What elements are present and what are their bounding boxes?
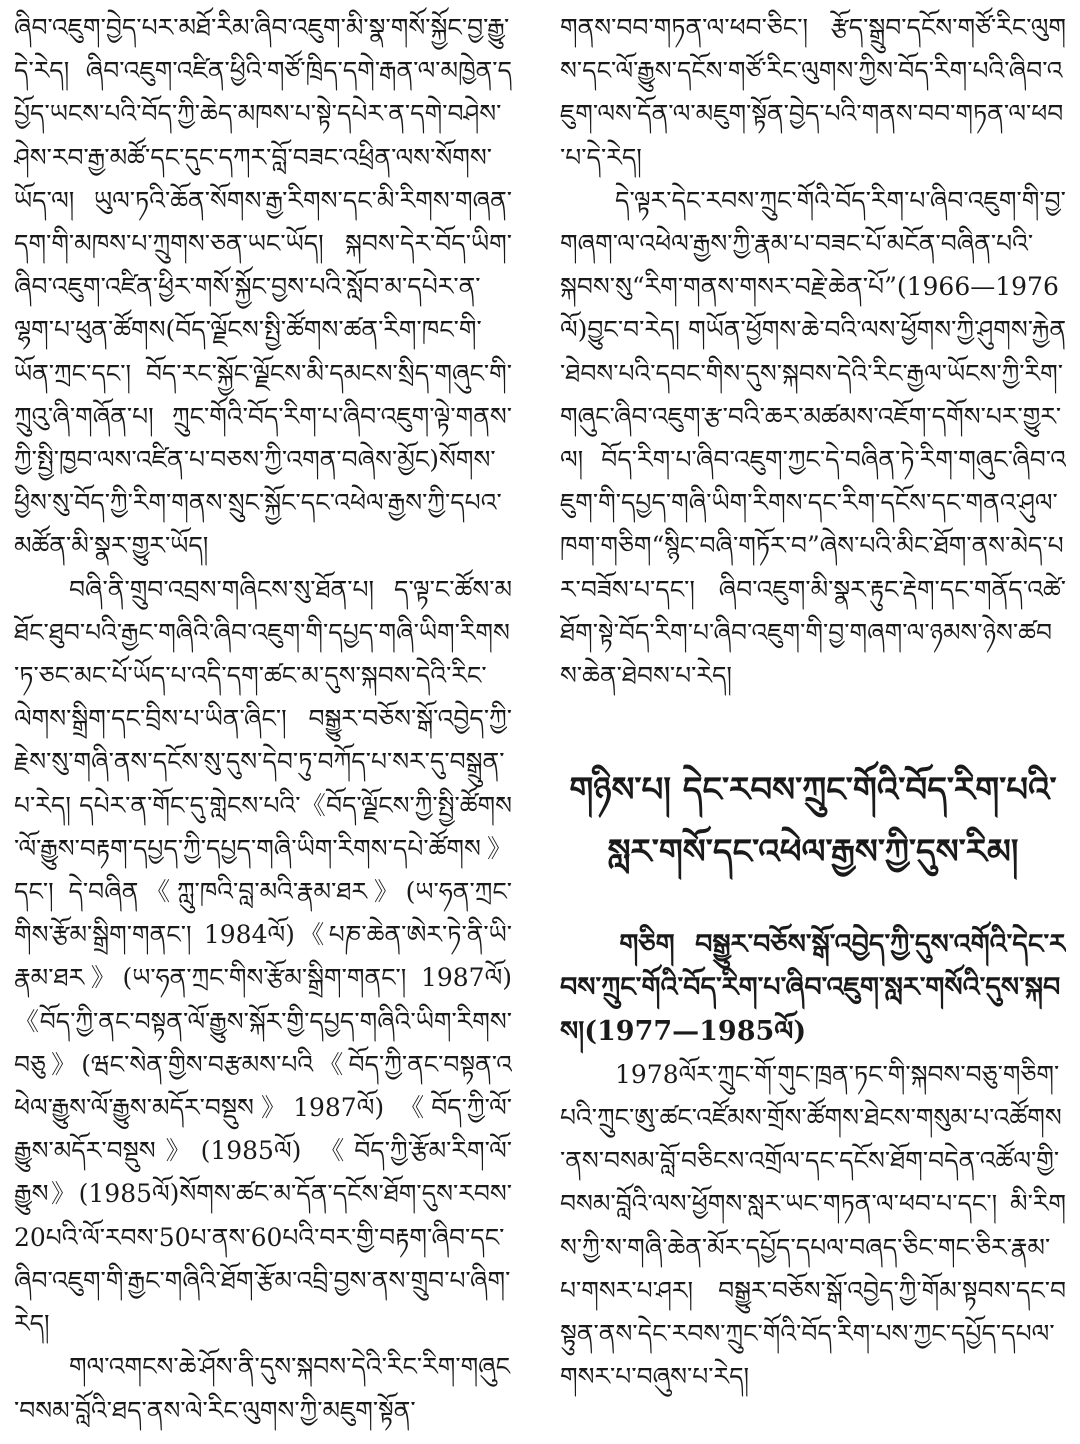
left-column xyxy=(14,6,512,1444)
subsection-heading: གཅིག བསྒྱུར་བཅོས་སྒོ་འབྱེད་ཀྱི་དུས་འགོའི་དེང་རབས་ཀྲུང་གོའི་བོད་རིག་པ་ཞིབ་འཇུག་སླར་གསོའི་དུས་སྐབས།(1977—1985ལོ) xyxy=(560,929,1066,1047)
right-column xyxy=(560,6,1066,1444)
body-paragraph: ཞིབ་འཇུག་བྱེད་པར་མཐོ་རིམ་ཞིབ་འཇུག་མི་སྣ་གསོ་སྐྱོང་བྱ་རྒྱུ་དེ་རེད། ཞིབ་འཇུག་འཛིན་ཕྱིའི་གཙོ་ཁྲིད་དགེ་རྒན་ལ་མཁྱེན་དཔྱོད་ཡངས་པའི་བོད་ཀྱི་ཆེད་མཁས་པ་སྟེ་དཔེར་ན་དགེ་བཤེས་ཤེས་རབ་རྒྱ་མཚོ་དང་དུང་དཀར་བློ་བཟང་འཕྲིན་ལས་སོགས་ཡོད་ལ། ཡུལ་ཏའི་ཆོན་སོགས་རྒྱ་རིགས་དང་མི་རིགས་གཞན་དག་གི་མཁས་པ་ཀྲུགས་ཅན་ཡང་ཡོད། སྐབས་དེར་བོད་ཡིག་ཞིབ་འཇུག་འཛིན་ཕྱིར་གསོ་སྐྱོང་བྱས་པའི་སློབ་མ་དཔེར་ན་ལྷག་པ་ཕུན་ཚོགས(བོད་ལྗོངས་སྤྱི་ཚོགས་ཚན་རིག་ཁང་གི་ཡོན་ཀྲང་དང་། བོད་རང་སྐྱོང་ལྗོངས་མི་དམངས་སྲིད་གཞུང་གི་ཀྲུའུ་ཞི་གཞོན་པ། ཀྲུང་གོའི་བོད་རིག་པ་ཞིབ་འཇུག་ལྟེ་གནས་ཀྱི་སྤྱི་ཁྱབ་ལས་འཛིན་པ་བཅས་ཀྱི་འགན་བཞེས་མྱོང)སོགས་ཕྱིས་སུ་བོད་ཀྱི་རིག་གནས་སྲུང་སྐྱོང་དང་འཕེལ་རྒྱས་ཀྱི་དཔའ་མཚོན་མི་སྣར་གྱུར་ཡོད། xyxy=(14,13,512,561)
body-paragraph: གལ་འགངས་ཆེ་ཤོས་ནི་དུས་སྐབས་དེའི་རིང་རིག་གཞུང་བསམ་བློའི་ཐད་ནས་ལེ་རིང་ལུགས་ཀྱི་མཇུག་སྟོན་ xyxy=(14,1352,511,1425)
section-heading: གཉིས་པ། དེང་རབས་ཀྲུང་གོའི་བོད་རིག་པའི་སླར་གསོ་དང་འཕེལ་རྒྱས་ཀྱི་དུས་རིམ། xyxy=(569,770,1057,873)
body-paragraph: དེ་ལྟར་དེང་རབས་ཀྲུང་གོའི་བོད་རིག་པ་ཞིབ་འཇུག་གི་བྱ་གཞག་ལ་འཕེལ་རྒྱས་ཀྱི་རྣམ་པ་བཟང་པོ་མངོན་བཞིན་པའི་སྐབས་སུ“རིག་གནས་གསར་བརྗེ་ཆེན་པོ”(1966—1976ལོ)བྱུང་བ་རེད། གཡོན་ཕྱོགས་ཆེ་བའི་ལས་ཕྱོགས་ཀྱི་ཤུགས་རྐྱེན་ཐེབས་པའི་དབང་གིས་དུས་སྐབས་དེའི་རིང་རྒྱལ་ཡོངས་ཀྱི་རིག་གཞུང་ཞིབ་འཇུག་རྩ་བའི་ཆར་མཚམས་འཇོག་དགོས་པར་གྱུར་ལ། བོད་རིག་པ་ཞིབ་འཇུག་ཀྱང་དེ་བཞིན་ཏེ་རིག་གཞུང་ཞིབ་འཇུག་གི་དཔྱད་གཞི་ཡིག་རིགས་དང་རིག་དངོས་དང་གནའ་ཤུལ་ཁག་གཅིག“སྙིང་བཞི་གཏོར་བ”ཞེས་པའི་མིང་ཐོག་ནས་མེད་པར་བཟོས་པ་དང་། ཞིབ་འཇུག་མི་སྣར་རྟུང་རྡེག་དང་གནོད་འཚེ་ཐོག་སྟེ་བོད་རིག་པ་ཞིབ་འཇུག་གི་བྱ་གཞག་ལ་ཉམས་ཉེས་ཚབས་ཆེན་ཐེབས་པ་རེད། xyxy=(560,185,1066,691)
body-paragraph: བཞི་ནི་གྲུབ་འབྲས་གཞིངས་སུ་ཐོན་པ། ད་ལྟ་ང་ཚོས་མཐོང་ཐུབ་པའི་རྒྱང་གཞིའི་ཞིབ་འཇུག་གི་དཔྱད་གཞི་ཡིག་རིགས་ཏ་ཅང་མང་པོ་ཡོད་པ་འདི་དག་ཚང་མ་དུས་སྐབས་དེའི་རིང་ལེགས་སྒྲིག་དང་བྲིས་པ་ཡིན་ཞིང་། བསྒྱུར་བཅོས་སྒོ་འབྱེད་ཀྱི་རྗེས་སུ་གཞི་ནས་དངོས་སུ་དུས་དེབ་ཏུ་བཀོད་པ་སར་དུ་བསྒྲུན་པ་རེད། དཔེར་ན་གོང་དུ་གླེངས་པའི་《བོད་ལྗོངས་ཀྱི་སྤྱི་ཚོགས་ལོ་རྒྱུས་བརྟག་དཔྱད་ཀྱི་དཔྱད་གཞི་ཡིག་རིགས་དཔེ་ཚོགས》དང་། དེ་བཞིན《ཀླུ་ཁའི་བླ་མའི་རྣམ་ཐར》(ཡ་ཧན་ཀྲང་གིས་རྩོམ་སྒྲིག་གནང་། 1984ལོ)《པཎ་ཆེན་ཨེར་ཏེ་ནི་ཡི་རྣམ་ཐར》(ཡ་ཧན་ཀྲང་གིས་རྩོམ་སྒྲིག་གནང་། 1987ལོ) 《བོད་ཀྱི་ནང་བསྟན་ལོ་རྒྱུས་སྐོར་གྱི་དཔྱད་གཞིའི་ཡིག་རིགས་བཅུ》(ཝང་སེན་གྱིས་བརྩམས་པའི《བོད་ཀྱི་ནང་བསྟན་འཕེལ་རྒྱུས་ལོ་རྒྱུས་མདོར་བསྡུས》1987ལོ) 《བོད་ཀྱི་ལོ་རྒྱུས་མདོར་བསྡུས》(1985ལོ) 《བོད་ཀྱི་རྩོམ་རིག་ལོ་རྒྱུས》(1985ལོ)སོགས་ཚང་མ་དོན་དངོས་ཐོག་དུས་རབས་20པའི་ལོ་རབས་50པ་ནས་60པའི་བར་གྱི་བརྟག་ཞིབ་དང་ཞིབ་འཇུག་གི་རྒྱང་གཞིའི་ཐོག་རྩོམ་འབྲི་བྱས་ནས་གྲུབ་པ་ཞིག་རེད། xyxy=(14,574,512,1339)
body-paragraph: 1978ལོར་ཀྲུང་གོ་གུང་ཁྲན་ཏང་གི་སྐབས་བཅུ་གཅིག་པའི་ཀྲུང་ཨུ་ཚང་འཛོམས་གྲོས་ཚོགས་ཐེངས་གསུམ་པ་འཚོགས་ནས་བསམ་བློ་བཅིངས་འགྲོལ་དང་དངོས་ཐོག་བདེན་འཚོལ་གྱི་བསམ་བློའི་ལས་ཕྱོགས་སླར་ཡང་གཏན་ལ་ཕབ་པ་དང་། མི་རིགས་ཀྱི་ས་གཞི་ཆེན་མོར་དཔྱོད་དཔལ་བཞད་ཅིང་གང་ཅིར་རྣམ་པ་གསར་པ་ཤར། བསྒྱུར་བཅོས་སྒོ་འབྱེད་ཀྱི་གོམ་སྟབས་དང་བསྟུན་ནས་དེང་རབས་ཀྲུང་གོའི་བོད་རིག་པས་ཀྱང་དཔྱོད་དཔལ་གསར་པ་བཞུས་པ་རེད། xyxy=(560,1059,1066,1392)
body-paragraph: གནས་བབ་གཏན་ལ་ཕབ་ཅིང་། རྩོད་སྒྲུབ་དངོས་གཙོ་རིང་ལུགས་དང་ལོ་རྒྱུས་དངོས་གཙོ་རིང་ལུགས་ཀྱིས་བོད་རིག་པའི་ཞིབ་འཇུག་ལས་དོན་ལ་མཇུག་སྟོན་བྱེད་པའི་གནས་བབ་གཏན་ལ་ཕབ་པ་དེ་རེད། xyxy=(560,13,1066,172)
